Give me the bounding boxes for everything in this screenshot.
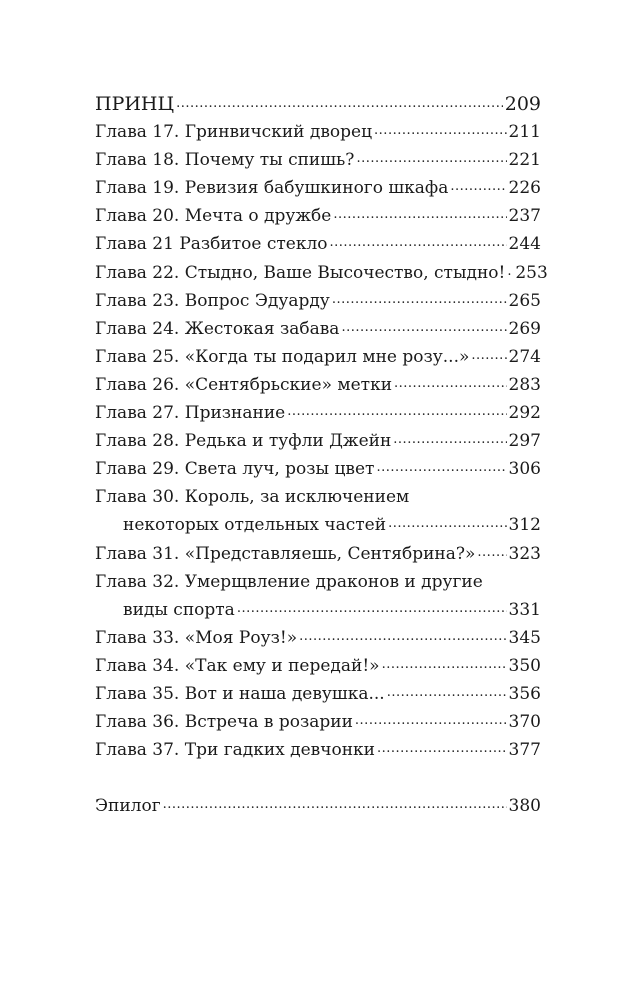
toc-entry-page: 265 [508, 290, 541, 311]
toc-entry [95, 118, 541, 146]
toc-entry-page: 237 [508, 206, 541, 227]
toc-entry-page: 244 [508, 234, 541, 255]
toc-entry [95, 174, 541, 202]
toc-entry-title: Глава 19. Ревизия бабушкиного шкафа [95, 178, 449, 199]
toc-entry-page: 221 [508, 150, 541, 171]
toc-entry [95, 399, 541, 427]
toc-part-title: ПРИНЦ [95, 93, 175, 115]
toc-entry-title: Глава 35. Вот и наша девушка... [95, 683, 385, 704]
toc-entry-page: 297 [508, 431, 541, 452]
toc-entry-page: 370 [508, 712, 541, 733]
toc-entry-title: Глава 25. «Когда ты подарил мне розу...» [95, 346, 470, 367]
toc-entry-page: 274 [508, 346, 541, 367]
toc-entry-page: 356 [508, 683, 541, 704]
leader-dots [332, 289, 507, 306]
leader-dots [356, 148, 506, 165]
toc-entry-page: 350 [508, 655, 541, 676]
toc-entry-title: Глава 29. Света луч, розы цвет [95, 459, 375, 480]
toc-entry-title: Глава 31. «Представляешь, Сентябрина?» [95, 543, 476, 564]
toc-entry [95, 371, 541, 399]
toc-entry [95, 315, 541, 343]
leader-dots [330, 232, 507, 249]
toc-entry-title: Глава 21 Разбитое стекло [95, 234, 328, 255]
leader-dots [287, 401, 506, 418]
leader-dots [237, 598, 507, 615]
toc-entry-title: Глава 28. Редька и туфли Джейн [95, 431, 392, 452]
toc-epilogue-title: Эпилог [95, 796, 161, 817]
leader-dots [377, 738, 507, 755]
toc-entry [95, 540, 541, 568]
toc-epilogue-page: 380 [508, 796, 541, 817]
toc-entry-page: 226 [508, 178, 541, 199]
toc-entry-title-continued: виды спорта [123, 599, 235, 620]
leader-dots [333, 204, 506, 221]
toc-entry-page: 269 [508, 318, 541, 339]
leader-dots [387, 682, 507, 699]
toc-entry-title: Глава 37. Три гадких девчонки [95, 740, 376, 761]
toc-entry-title: Глава 33. «Моя Роуз!» [95, 627, 298, 648]
leader-dots [471, 345, 506, 362]
leader-dots [477, 542, 506, 559]
toc-epilogue-entry [95, 792, 541, 820]
toc-entry-page: 306 [508, 459, 541, 480]
toc-entry-page: 377 [508, 740, 541, 761]
leader-dots [355, 710, 507, 727]
toc-entry [95, 259, 548, 287]
toc-entry-page: 253 [515, 262, 548, 283]
leader-dots [376, 457, 506, 474]
leader-dots [394, 373, 507, 390]
leader-dots [507, 261, 513, 278]
toc-entry-title: Глава 27. Признание [95, 403, 286, 424]
toc-entry-title: Глава 32. Умерщвление драконов и другие [95, 571, 483, 592]
toc-entry-title-continued: некоторых отдельных частей [123, 515, 387, 536]
toc-entry [95, 680, 541, 708]
toc-part-page: 209 [504, 93, 541, 115]
toc-entry-title: Глава 36. Встреча в розарии [95, 712, 353, 733]
toc-entry [95, 146, 541, 174]
leader-dots [341, 317, 506, 334]
toc-entry [95, 652, 541, 680]
table-of-contents [95, 90, 548, 820]
toc-entry [95, 343, 541, 371]
toc-entry-page: 211 [508, 122, 541, 143]
toc-entry-first-line [95, 568, 541, 596]
toc-entry [95, 455, 541, 483]
toc-entry [95, 624, 541, 652]
toc-entry-page: 345 [508, 627, 541, 648]
toc-entry-title: Глава 18. Почему ты спишь? [95, 150, 355, 171]
toc-entry-title: Глава 22. Стыдно, Ваше Высочество, стыдно! [95, 262, 506, 283]
toc-entry [95, 427, 541, 455]
toc-entry-continuation [95, 596, 541, 624]
toc-entry-title: Глава 24. Жестокая забава [95, 318, 340, 339]
leader-dots [163, 794, 507, 811]
toc-entry-page: 292 [508, 403, 541, 424]
toc-entry-title: Глава 17. Гринвичский дворец [95, 122, 373, 143]
toc-entry-page: 323 [508, 543, 541, 564]
toc-entry-title: Глава 20. Мечта о дружбе [95, 206, 332, 227]
toc-entry-page: 283 [508, 374, 541, 395]
toc-entry [95, 202, 541, 230]
leader-dots [374, 120, 507, 137]
toc-entry-page: 331 [508, 599, 541, 620]
toc-entry-first-line [95, 483, 541, 511]
toc-entry-title: Глава 30. Король, за исключением [95, 487, 410, 508]
toc-entry [95, 708, 541, 736]
leader-dots [450, 176, 506, 193]
toc-entry-title: Глава 23. Вопрос Эдуарду [95, 290, 330, 311]
toc-entry [95, 230, 541, 258]
leader-dots [382, 654, 507, 671]
toc-entry [95, 736, 541, 764]
section-spacer [95, 764, 541, 792]
toc-entry [95, 287, 541, 315]
leader-dots [299, 626, 506, 643]
toc-part-entry [95, 90, 541, 118]
toc-entry-page: 312 [508, 515, 541, 536]
leader-dots [393, 429, 506, 446]
toc-entry-title: Глава 26. «Сентябрьские» метки [95, 374, 393, 395]
toc-entry-title: Глава 34. «Так ему и передай!» [95, 655, 380, 676]
leader-dots [388, 513, 506, 530]
leader-dots [176, 91, 503, 110]
toc-entry-continuation [95, 511, 541, 539]
